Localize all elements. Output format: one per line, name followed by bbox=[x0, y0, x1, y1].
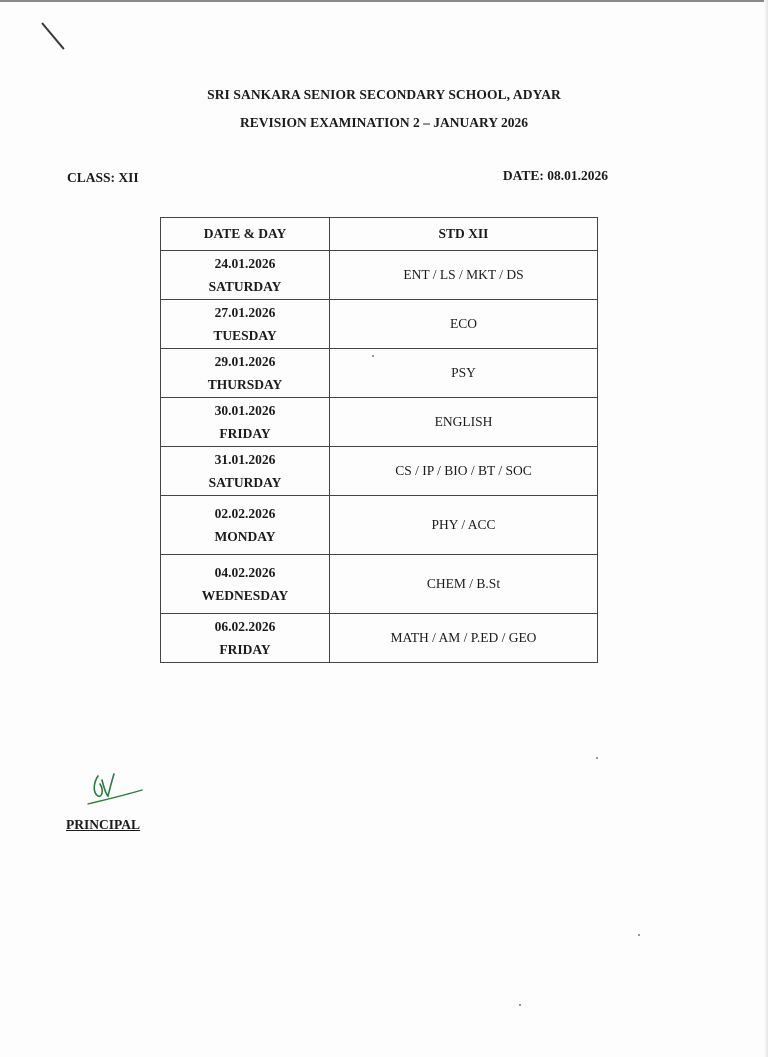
date-day-cell bbox=[161, 300, 330, 349]
date-day-cell bbox=[161, 614, 330, 663]
exam-date: 02.02.2026 bbox=[214, 506, 276, 521]
scan-speck bbox=[638, 934, 640, 936]
table-row bbox=[161, 447, 598, 496]
exam-date: 29.01.2026 bbox=[214, 354, 276, 369]
principal-label: PRINCIPAL bbox=[66, 817, 140, 832]
exam-date: 30.01.2026 bbox=[214, 403, 276, 418]
issue-date: DATE: 08.01.2026 bbox=[502, 168, 608, 183]
table-row bbox=[161, 398, 598, 447]
table-row bbox=[161, 555, 598, 614]
scan-speck bbox=[596, 757, 598, 759]
scan-edge-top bbox=[0, 0, 768, 2]
exam-day: THURSDAY bbox=[207, 377, 283, 392]
exam-title: REVISION EXAMINATION 2 – JANUARY 2026 bbox=[240, 115, 528, 130]
date-day-cell bbox=[161, 251, 330, 300]
table-row bbox=[161, 349, 598, 398]
date-day-cell bbox=[161, 555, 330, 614]
table-row bbox=[161, 251, 598, 300]
subject-cell: PHY / ACC bbox=[330, 496, 598, 555]
exam-day: MONDAY bbox=[214, 529, 276, 544]
exam-day: TUESDAY bbox=[213, 328, 277, 343]
exam-day: SATURDAY bbox=[208, 475, 282, 490]
subject-cell: PSY bbox=[330, 349, 598, 398]
exam-day: FRIDAY bbox=[219, 426, 271, 441]
date-day-cell bbox=[161, 349, 330, 398]
subject-cell: ECO bbox=[330, 300, 598, 349]
table-row bbox=[161, 300, 598, 349]
principal-signature bbox=[86, 770, 146, 810]
exam-date: 27.01.2026 bbox=[214, 305, 276, 320]
exam-date: 06.02.2026 bbox=[214, 619, 276, 634]
scan-speck bbox=[372, 355, 374, 357]
exam-date: 31.01.2026 bbox=[214, 452, 276, 467]
exam-date: 04.02.2026 bbox=[214, 565, 276, 580]
subject-cell: ENGLISH bbox=[330, 398, 598, 447]
subject-cell: CHEM / B.St bbox=[330, 555, 598, 614]
exam-day: WEDNESDAY bbox=[201, 588, 289, 603]
date-day-cell bbox=[161, 447, 330, 496]
exam-date: 24.01.2026 bbox=[214, 256, 276, 271]
table-header-row bbox=[161, 218, 598, 251]
column-header-date-day: DATE & DAY bbox=[161, 218, 330, 251]
scan-speck bbox=[519, 1004, 521, 1006]
school-name: SRI SANKARA SENIOR SECONDARY SCHOOL, ADYAR bbox=[207, 87, 561, 102]
column-header-std: STD XII bbox=[330, 218, 598, 251]
table-row bbox=[161, 614, 598, 663]
corner-pen-mark bbox=[41, 22, 64, 49]
exam-day: FRIDAY bbox=[219, 642, 271, 657]
subject-cell: MATH / AM / P.ED / GEO bbox=[330, 614, 598, 663]
subject-cell: ENT / LS / MKT / DS bbox=[330, 251, 598, 300]
date-day-cell bbox=[161, 398, 330, 447]
date-day-cell bbox=[161, 496, 330, 555]
table-row bbox=[161, 496, 598, 555]
exam-day: SATURDAY bbox=[208, 279, 282, 294]
exam-timetable bbox=[160, 217, 598, 663]
scan-edge-right bbox=[764, 0, 768, 1057]
subject-cell: CS / IP / BIO / BT / SOC bbox=[330, 447, 598, 496]
class-label: CLASS: XII bbox=[67, 170, 139, 185]
